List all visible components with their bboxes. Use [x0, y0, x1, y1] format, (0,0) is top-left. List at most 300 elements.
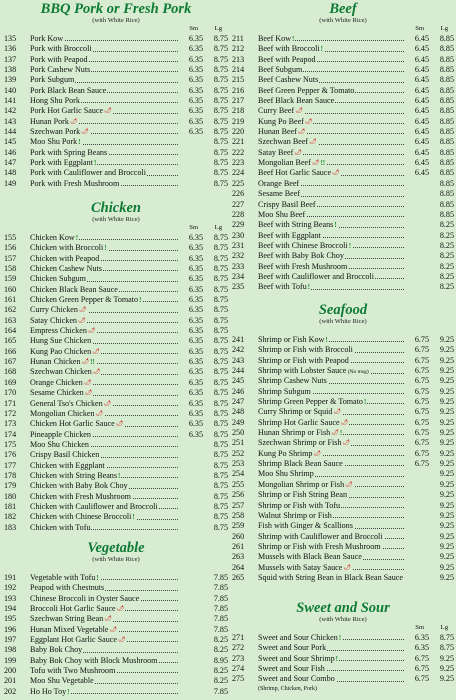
item-number: 141	[4, 96, 17, 106]
menu-item[interactable]	[4, 75, 228, 85]
hot-pepper-icon: 🌶	[313, 450, 322, 457]
menu-item[interactable]	[232, 501, 454, 511]
menu-item[interactable]	[4, 106, 228, 116]
item-number: 159	[4, 274, 17, 284]
item-name	[30, 625, 178, 635]
small-price: 6.45	[414, 65, 429, 75]
large-price: 8.75	[213, 264, 228, 274]
large-price: 8.25	[213, 666, 228, 676]
item-name-text: Chicken with Eggplant	[30, 460, 105, 470]
item-name	[30, 254, 178, 264]
item-number: 214	[232, 65, 245, 75]
section-title: Seafood	[318, 302, 368, 318]
item-name-text: Chicken with Broccoli!	[30, 243, 107, 253]
item-name-text: Mongolian Chicken🌶	[30, 408, 104, 418]
menu-item[interactable]	[232, 438, 454, 448]
large-price: 8.85	[439, 178, 454, 188]
menu-item[interactable]	[4, 666, 228, 676]
hot-pepper-icon: 🌶	[83, 379, 92, 386]
hot-pepper-icon: 🌶	[104, 108, 112, 115]
small-price: 6.45	[414, 85, 429, 95]
menu-item[interactable]	[4, 367, 228, 377]
item-number: 245	[232, 376, 245, 386]
item-name-text: Pork with Cauliflower and Broccoli	[30, 168, 146, 178]
item-name-text: Satay Beef🌶	[258, 147, 302, 157]
menu-item[interactable]	[4, 117, 228, 127]
menu-item[interactable]	[4, 430, 228, 440]
menu-item[interactable]	[4, 316, 228, 326]
item-name-text: Shrimp Green Pepper & Tomato!	[258, 397, 367, 407]
menu-item[interactable]	[232, 418, 454, 428]
menu-item[interactable]	[4, 583, 228, 593]
menu-item[interactable]	[4, 295, 228, 305]
small-price: 6.35	[188, 127, 203, 137]
section-vegetable	[4, 540, 228, 697]
item-name	[30, 55, 178, 65]
menu-item[interactable]	[232, 106, 454, 116]
menu-item[interactable]	[4, 274, 228, 284]
menu-item[interactable]	[232, 542, 454, 552]
menu-item[interactable]	[232, 200, 454, 210]
item-name-text: Shrimp Subgum	[258, 386, 311, 396]
item-name	[30, 676, 178, 686]
menu-item[interactable]	[232, 96, 454, 106]
menu-item[interactable]	[4, 55, 228, 65]
small-price: 6.75	[414, 448, 429, 458]
large-price: 8.75	[213, 522, 228, 532]
menu-item[interactable]	[232, 282, 454, 292]
item-number: 241	[232, 335, 245, 344]
item-name	[258, 200, 404, 210]
size-header	[232, 326, 454, 335]
menu-item[interactable]	[4, 86, 228, 96]
menu-item[interactable]	[4, 137, 228, 147]
menu-item[interactable]	[232, 345, 454, 355]
menu-item[interactable]	[4, 614, 228, 624]
menu-item[interactable]	[4, 471, 228, 481]
item-number: 155	[4, 233, 17, 242]
item-number: 146	[4, 147, 17, 157]
large-price: 7.85	[213, 604, 228, 614]
item-name-text: Hung Sue Chicken	[30, 336, 92, 346]
section-bbq-pork	[4, 1, 228, 189]
menu-item[interactable]	[4, 450, 228, 460]
large-price: 8.75	[213, 367, 228, 377]
item-name-text: Beef Kow!	[258, 34, 295, 43]
large-size-label: Lg	[214, 224, 222, 231]
menu-item[interactable]	[4, 399, 228, 409]
item-name	[258, 438, 404, 448]
item-name	[258, 75, 404, 85]
item-number: 242	[232, 345, 245, 355]
menu-item[interactable]	[4, 440, 228, 450]
menu-item[interactable]	[4, 357, 228, 367]
menu-item[interactable]	[4, 625, 228, 635]
small-price: 6.75	[414, 345, 429, 355]
menu-item[interactable]	[4, 502, 228, 512]
item-name	[30, 594, 178, 604]
hot-pepper-icon: 🌶	[117, 637, 126, 644]
menu-item[interactable]	[232, 573, 454, 594]
menu-item[interactable]	[4, 419, 228, 429]
section-subtitle: (with White Rice)	[319, 616, 367, 623]
menu-item[interactable]	[4, 127, 228, 137]
menu-item[interactable]	[4, 347, 228, 357]
small-price: 6.75	[414, 386, 429, 396]
item-name	[258, 127, 404, 137]
section-subtitle: (with White Rice)	[319, 17, 367, 24]
small-price: 6.35	[188, 419, 203, 429]
item-name	[30, 336, 178, 346]
item-number: 164	[4, 326, 17, 336]
item-number: 232	[232, 251, 245, 261]
menu-item[interactable]	[232, 262, 454, 272]
item-number: 171	[4, 398, 17, 408]
item-name	[258, 428, 404, 438]
healthy-icon: !	[292, 35, 295, 43]
menu-item[interactable]	[232, 674, 454, 684]
small-price: 6.35	[188, 75, 203, 85]
item-name-text: Beef with Tofu!	[258, 282, 311, 292]
item-name-text: Pork Hot Garlic Sauce🌶	[30, 106, 112, 116]
small-price: 6.45	[414, 127, 429, 137]
small-price: 6.35	[188, 284, 203, 294]
menu-item[interactable]	[4, 34, 228, 44]
item-number: 177	[4, 460, 17, 470]
menu-item[interactable]	[4, 254, 228, 264]
section-title: Vegetable	[87, 540, 145, 556]
menu-item[interactable]	[232, 376, 454, 386]
menu-item[interactable]	[232, 272, 454, 282]
menu-item[interactable]	[232, 220, 454, 230]
hot-pepper-icon: 🌶	[81, 359, 90, 366]
large-price: 8.75	[213, 419, 228, 429]
item-name	[258, 654, 404, 664]
large-price: 8.75	[213, 85, 228, 95]
item-name	[258, 148, 404, 158]
menu-item[interactable]	[232, 117, 454, 127]
menu-item[interactable]	[232, 480, 454, 490]
menu-item[interactable]	[4, 336, 228, 346]
menu-item[interactable]	[232, 490, 454, 500]
item-name	[258, 563, 404, 573]
item-name-text: Mongolian Shrimp or Fish🌶	[258, 479, 353, 489]
item-name-text: Tofu with Two Mushroom	[30, 666, 116, 676]
item-number: 244	[232, 366, 245, 376]
healthy-icon: !	[75, 234, 79, 242]
menu-item[interactable]	[232, 44, 454, 54]
menu-item[interactable]	[232, 563, 454, 573]
menu-item[interactable]	[232, 469, 454, 479]
menu-item[interactable]	[232, 251, 454, 261]
healthy-icon: !	[320, 45, 323, 54]
item-number: 230	[232, 230, 245, 240]
menu-item[interactable]	[4, 409, 228, 419]
item-name-text: Szechwan Shrimp or Fish🌶	[258, 438, 351, 448]
menu-item[interactable]	[4, 233, 228, 243]
item-name	[30, 635, 178, 645]
menu-item[interactable]	[4, 512, 228, 522]
hot-pepper-icon: 🌶	[343, 564, 351, 571]
menu-item[interactable]	[4, 645, 228, 655]
small-price: 6.35	[188, 315, 203, 325]
small-price: 6.45	[414, 168, 429, 178]
menu-item[interactable]	[232, 643, 454, 653]
large-price: 9.25	[439, 386, 454, 396]
menu-item[interactable]	[232, 231, 454, 241]
hot-pepper-icon: 🌶	[115, 421, 124, 428]
menu-item[interactable]	[232, 34, 454, 44]
item-name-text: Moo Shu Shrimp	[258, 469, 314, 479]
menu-item[interactable]	[4, 676, 228, 686]
item-name-text: Chicken with Baby Bok Choy	[30, 481, 128, 491]
item-number: 163	[4, 315, 17, 325]
large-price: 9.25	[439, 490, 454, 500]
large-price: 9.25	[439, 407, 454, 417]
item-name	[30, 419, 178, 429]
item-number: 193	[4, 593, 17, 603]
item-name-text: Pork with Fresh Mushroom	[30, 178, 120, 188]
menu-item[interactable]	[4, 388, 228, 398]
large-price: 9.25	[439, 417, 454, 427]
menu-item[interactable]	[232, 189, 454, 199]
menu-item[interactable]	[232, 55, 454, 65]
menu-item[interactable]	[232, 633, 454, 643]
healthy-icon: !	[339, 429, 343, 438]
item-name-text: Sweet and Sour Combo	[258, 674, 335, 684]
item-number: 252	[232, 448, 245, 458]
menu-item[interactable]	[4, 656, 228, 666]
menu-item[interactable]	[232, 459, 454, 469]
small-price: 6.75	[414, 664, 429, 674]
menu-item[interactable]	[232, 335, 454, 345]
item-name-text: Crispy Basil Chicken	[30, 450, 100, 460]
small-price: 6.35	[188, 96, 203, 106]
large-price: 8.25	[213, 645, 228, 655]
item-name-text: Shrimp Black Bean Sauce	[258, 459, 343, 469]
item-name-text: Sesame Beef	[258, 189, 301, 199]
large-price: 8.25	[439, 251, 454, 261]
menu-item[interactable]	[4, 378, 228, 388]
item-name-text: Chicken with Chinese Broccoli!	[30, 512, 135, 522]
item-number: 216	[232, 85, 245, 95]
item-name	[258, 272, 404, 282]
menu-item[interactable]	[232, 241, 454, 251]
menu-item[interactable]	[232, 75, 454, 85]
menu-item[interactable]	[4, 285, 228, 295]
small-size-label: Sm	[189, 224, 198, 231]
item-name	[258, 137, 404, 147]
large-price: 8.75	[213, 408, 228, 418]
large-size-label: Lg	[214, 25, 222, 32]
item-name-text: Shrimp Hot Garlic Sauce🌶	[258, 417, 349, 427]
hot-pepper-icon: 🌶	[331, 430, 339, 437]
menu-item[interactable]	[4, 635, 228, 645]
hot-pepper-icon: 🌶	[340, 419, 349, 426]
menu-item[interactable]	[4, 687, 228, 697]
hot-pepper-icon: 🌶	[104, 616, 112, 623]
small-price: 6.75	[414, 417, 429, 427]
hot-pepper-icon: 🌶	[297, 129, 306, 136]
item-number: 168	[4, 367, 17, 377]
item-name-text: Chicken with Tofu	[30, 522, 91, 532]
healthy-icon: !	[348, 241, 352, 250]
menu-item[interactable]	[232, 356, 454, 366]
menu-item[interactable]	[4, 523, 228, 533]
hot-pepper-icon: 🌶	[77, 317, 86, 324]
section-title: Chicken	[91, 200, 141, 216]
menu-item[interactable]	[4, 573, 228, 583]
item-number: 156	[4, 243, 17, 253]
item-name-text: Beef with String Beans!	[258, 220, 337, 230]
hot-pepper-icon: 🌶	[78, 307, 87, 314]
small-price: 6.35	[414, 633, 429, 642]
menu-item[interactable]	[232, 127, 454, 137]
menu-item[interactable]	[232, 511, 454, 521]
menu-item[interactable]	[232, 148, 454, 158]
menu-item[interactable]	[4, 594, 228, 604]
large-price: 8.75	[213, 429, 228, 439]
large-price: 9.25	[439, 531, 454, 541]
large-price: 8.75	[213, 147, 228, 157]
menu-item[interactable]	[4, 168, 228, 178]
large-price: 9.25	[439, 355, 454, 365]
large-size-label: Lg	[440, 25, 448, 32]
small-price: 6.35	[188, 336, 203, 346]
menu-item[interactable]	[232, 664, 454, 674]
item-number: 229	[232, 220, 245, 230]
item-number: 226	[232, 189, 245, 199]
menu-item[interactable]	[4, 481, 228, 491]
item-name-text: Sweet and Sour Shrimp!	[258, 653, 339, 663]
menu-item[interactable]	[232, 407, 454, 417]
healthy-icon: !	[307, 283, 311, 292]
menu-item[interactable]	[4, 179, 228, 189]
item-name	[30, 316, 178, 326]
large-price: 8.75	[213, 346, 228, 356]
menu-item[interactable]	[4, 148, 228, 158]
menu-item[interactable]	[4, 264, 228, 274]
menu-item[interactable]	[232, 397, 454, 407]
large-price: 8.25	[213, 676, 228, 686]
item-number: 257	[232, 500, 245, 510]
item-number: 178	[4, 470, 17, 480]
menu-item[interactable]	[4, 44, 228, 54]
item-name	[258, 65, 404, 75]
item-number: 235	[232, 282, 245, 292]
item-number: 260	[232, 531, 245, 541]
small-price: 6.35	[188, 233, 203, 242]
item-number: 147	[4, 158, 17, 168]
item-number: 261	[232, 541, 245, 551]
small-price: 6.35	[188, 44, 203, 54]
item-number: 135	[4, 34, 17, 43]
item-name	[258, 231, 404, 241]
item-name-text: Chicken Subgum	[30, 274, 86, 284]
item-name	[30, 357, 178, 367]
large-price: 8.75	[213, 158, 228, 168]
menu-item[interactable]	[232, 387, 454, 397]
item-name-text: Crispy Basil Beef	[258, 199, 316, 209]
menu-item[interactable]	[4, 604, 228, 614]
item-number: 228	[232, 209, 245, 219]
item-name-text: Moo Shu Chicken	[30, 439, 89, 449]
menu-item[interactable]	[232, 86, 454, 96]
menu-item[interactable]	[232, 366, 454, 376]
item-name-text: Shrimp or Fish with Broccoli	[258, 345, 353, 355]
menu-item[interactable]	[232, 137, 454, 147]
item-number: 139	[4, 75, 17, 85]
menu-item[interactable]	[232, 158, 454, 168]
menu-item[interactable]	[232, 449, 454, 459]
item-number: 233	[232, 261, 245, 271]
item-name	[258, 573, 404, 583]
size-header	[232, 25, 454, 34]
item-name-text: Beef Subgum	[258, 65, 303, 75]
menu-item[interactable]	[232, 532, 454, 542]
large-price: 9.25	[439, 397, 454, 407]
menu-item[interactable]	[232, 179, 454, 189]
item-name	[258, 532, 404, 542]
small-price: 6.45	[414, 158, 429, 168]
menu-item[interactable]	[4, 158, 228, 168]
hot-pepper-icon: 🌶	[345, 481, 353, 488]
menu-item[interactable]	[4, 461, 228, 471]
menu-item[interactable]	[232, 552, 454, 562]
menu-item[interactable]	[232, 521, 454, 531]
menu-item[interactable]	[4, 326, 228, 336]
item-name	[30, 117, 178, 127]
small-price: 6.35	[188, 305, 203, 315]
small-price: 6.35	[188, 264, 203, 274]
small-price: 6.35	[188, 106, 203, 116]
item-number: 157	[4, 253, 17, 263]
small-price: 6.35	[188, 253, 203, 263]
menu-item[interactable]	[4, 65, 228, 75]
item-name	[258, 511, 404, 521]
menu-item[interactable]	[232, 168, 454, 178]
large-price: 8.75	[439, 633, 454, 642]
menu-item[interactable]	[4, 492, 228, 502]
item-number: 243	[232, 355, 245, 365]
item-number: 246	[232, 386, 245, 396]
menu-item[interactable]	[4, 243, 228, 253]
small-size-label: Sm	[415, 624, 424, 631]
item-name	[258, 397, 404, 407]
item-name	[30, 65, 178, 75]
item-number: 227	[232, 199, 245, 209]
size-header	[4, 224, 228, 233]
item-number: 256	[232, 490, 245, 500]
menu-item[interactable]	[232, 210, 454, 220]
menu-item[interactable]	[232, 428, 454, 438]
menu-item[interactable]	[232, 654, 454, 664]
small-price: 6.75	[414, 397, 429, 407]
item-name-text: Shrimp Cashew Nuts	[258, 376, 327, 386]
menu-item[interactable]	[4, 305, 228, 315]
menu-item[interactable]	[232, 65, 454, 75]
hot-pepper-icon: 🌶	[81, 129, 89, 136]
item-name	[258, 117, 404, 127]
item-name-text: Hong Shu Pork	[30, 96, 80, 106]
item-name-text: Beef Cashew Nuts	[258, 75, 319, 85]
menu-item[interactable]	[4, 96, 228, 106]
item-name-text: Pork with Spring Beans	[30, 147, 108, 157]
hot-pepper-icon: 🌶	[103, 400, 112, 407]
item-name-text: Chicken Black Bean Sauce	[30, 284, 118, 294]
hot-pepper-icon: 🌶	[92, 348, 100, 355]
large-price: 8.75	[213, 357, 228, 367]
